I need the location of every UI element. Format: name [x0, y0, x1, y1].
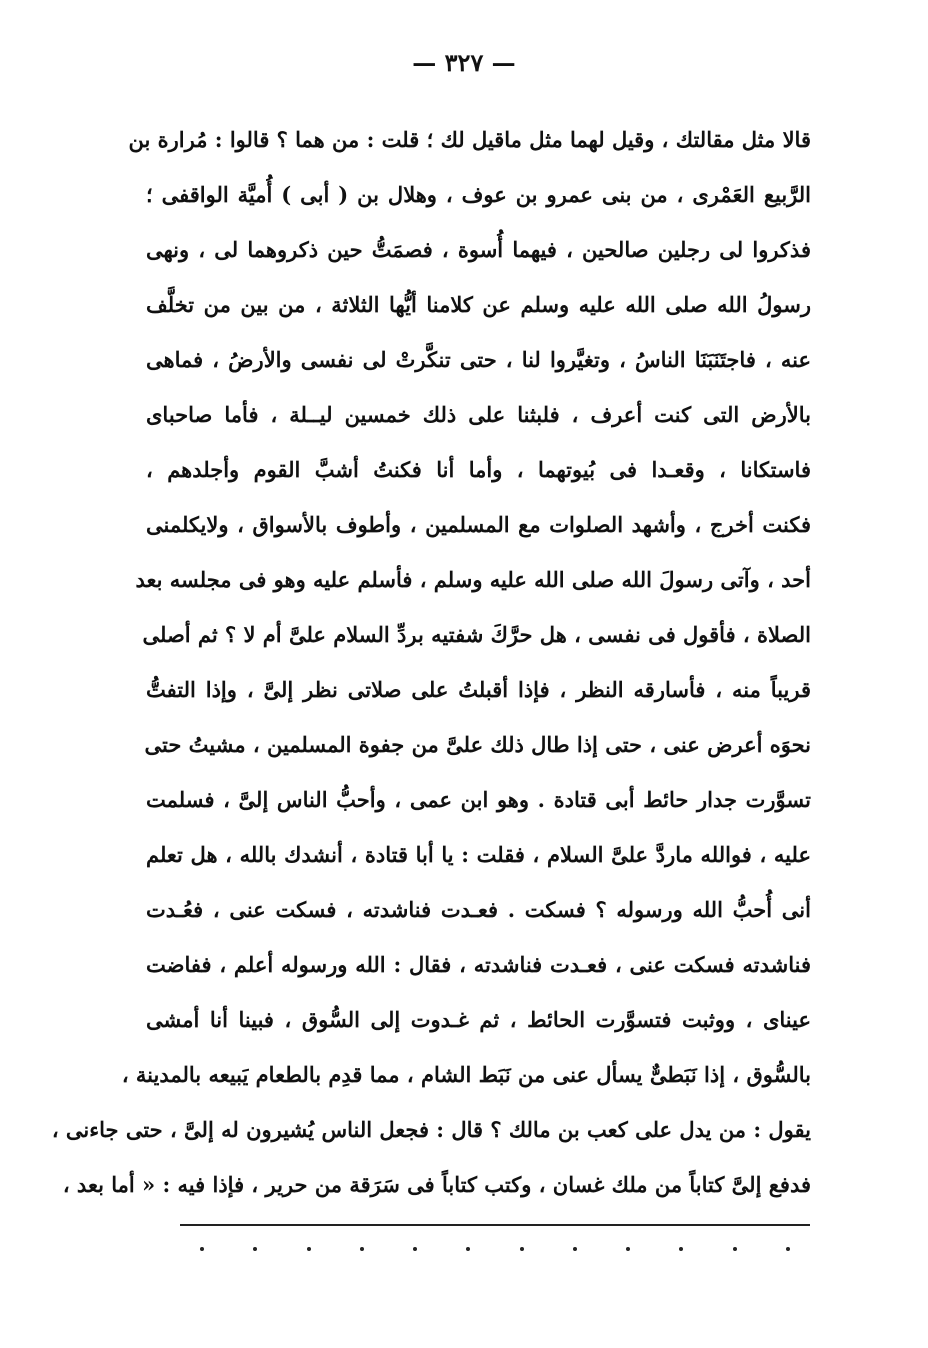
- text-line: فدفع إلىَّ كتاباً من ملك غسان ، وكتب كتاباً فى سَرَقة من حرير ، فإذا فيه : « أما بعد ،: [62, 1172, 811, 1197]
- dot: [786, 1247, 790, 1251]
- text-line: أحد ، وآتى رسولَ الله صلى الله عليه وسلم ، فأسلم عليه وهو فى مجلسه بعد: [135, 567, 811, 592]
- page-number: — ٣٢٧ —: [412, 48, 516, 77]
- text-line: عليه ، فوالله ماردَّ علىَّ السلام ، فقلت : يا أبا قتادة ، أنشدك بالله ، هل تعلم: [146, 842, 811, 867]
- dot: [200, 1247, 204, 1251]
- body-text: [51, 112, 812, 1212]
- text-line: فذكروا لى رجلين صالحين ، فيهما أُسوة ، فصمَتُّ حين ذكروهما لى ، ونهى: [146, 237, 811, 262]
- text-line: بالسُّوق ، إذا نَبَطىٌّ يسأل عنى من نَبَط الشام ، مما قدِم بالطعام يَبيعه بالمدينة ،: [121, 1062, 811, 1087]
- text-line: بالأرض التى كنت أعرف ، فلبثنا على ذلك خمسين ليــلة ، فأما صاحباى: [146, 402, 811, 427]
- text-line: الرَّبيع العَمْرى ، من بنى عمرو بن عوف ، وهلال بن ( أبى ) أُميَّة الواقفى ؛: [146, 182, 811, 207]
- dot: [413, 1247, 417, 1251]
- dot: [626, 1247, 630, 1251]
- text-line: فاستكانا ، وقعـدا فى بُيوتهما ، وأما أنا فكنتُ أشبَّ القوم وأجلدهم ،: [146, 457, 811, 482]
- dot: [733, 1247, 737, 1251]
- dot: [679, 1247, 683, 1251]
- text-line: فناشدته فسكت عنى ، فعـدت فناشدته ، فقال : الله ورسوله أعلم ، ففاضت: [146, 952, 812, 977]
- text-line: نحوَه أعرض عنى ، حتى إذا طال ذلك علىَّ من جفوة المسلمين ، مشيتُ حتى: [144, 732, 811, 757]
- dot: [466, 1247, 470, 1251]
- text-line: عيناى ، ووثبت فتسوَّرت الحائط ، ثم غـدوت إلى السُّوق ، فبينا أنا أمشى: [146, 1007, 811, 1032]
- text-line: رسولُ الله صلى الله عليه وسلم عن كلامنا أيُّها الثلاثة ، من بين من تخلَّف: [146, 292, 811, 317]
- text-line: أنى أُحبُّ الله ورسوله ؟ فسكت . فعـدت فناشدته ، فسكت عنى ، فعُـدت: [146, 897, 811, 922]
- text-line: عنه ، فاجتَنَبَنَا الناسُ ، وتغيَّروا لنا ، حتى تنكَّرتْ لى نفسى والأرضُ ، فماهى: [146, 347, 811, 372]
- dot: [573, 1247, 577, 1251]
- text-line: قالا مثل مقالتك ، وقيل لهما مثل ماقيل لك ؛ قلت : من هما ؟ قالوا : مُرارة بن: [128, 127, 811, 152]
- footnote-divider: [180, 1224, 810, 1226]
- dot: [307, 1247, 311, 1251]
- dot: [520, 1247, 524, 1251]
- dot: [253, 1247, 257, 1251]
- text-line: قريباً منه ، فأسارقه النظر ، فإذا أقبلتُ على صلاتى نظر إلىَّ ، وإذا التفتُّ: [146, 677, 811, 702]
- text-line: تسوَّرت جدار حائط أبى قتادة . وهو ابن عمى ، وأحبُّ الناس إلىَّ ، فسلمت: [146, 787, 811, 812]
- text-line: الصلاة ، فأقول فى نفسى ، هل حرَّكَ شفتيه بردِّ السلام علىَّ أم لا ؟ ثم أصلى: [142, 622, 811, 647]
- text-line: فكنت أخرج ، وأشهد الصلوات مع المسلمين ، وأطوف بالأسواق ، ولايكلمنى: [146, 512, 811, 537]
- dot: [360, 1247, 364, 1251]
- dot-row: [200, 1247, 790, 1251]
- text-line: يقول : من يدل على كعب بن مالك ؟ قال : فجعل الناس يُشيرون له إلىَّ ، حتى جاءنى ،: [51, 1117, 811, 1142]
